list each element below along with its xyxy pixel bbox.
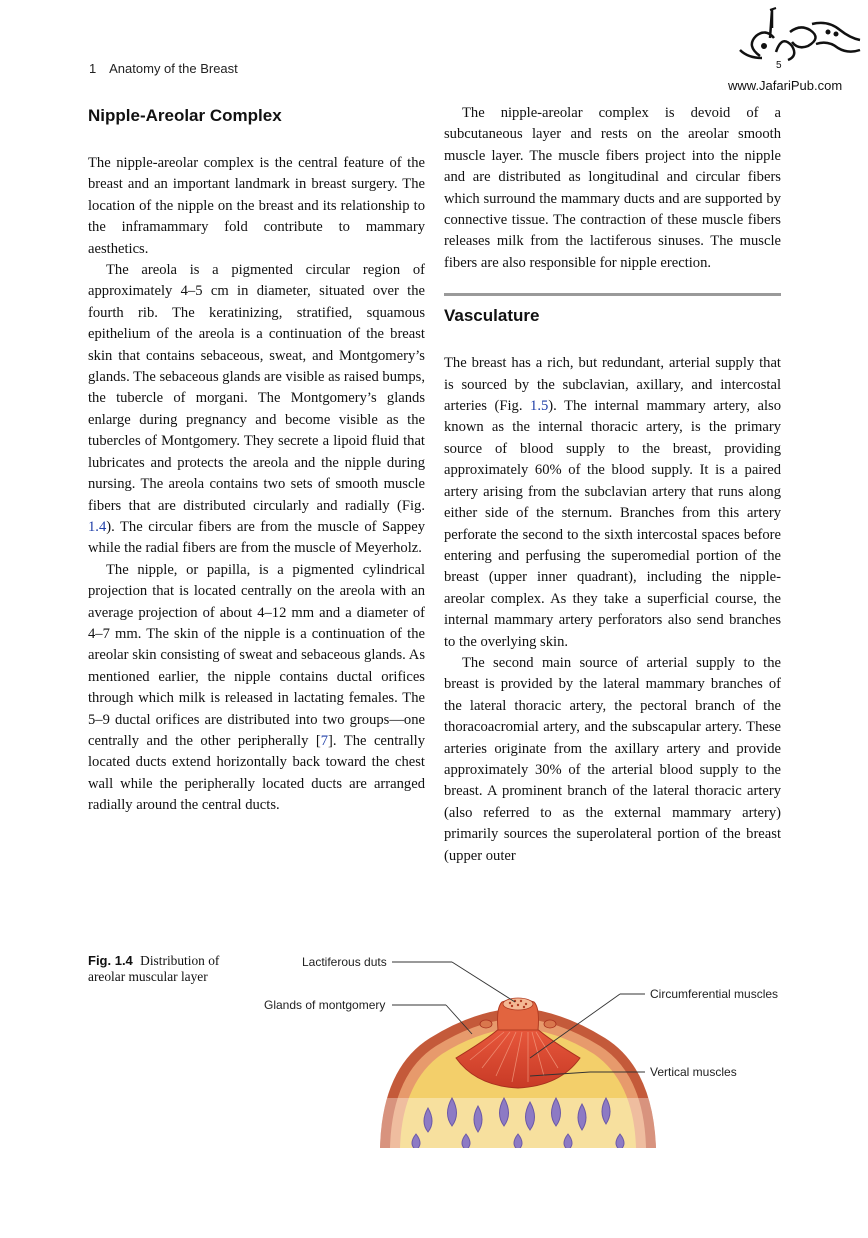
publisher-watermark <box>728 6 864 94</box>
label-glands-of-montgomery: Glands of montgomery <box>264 998 386 1012</box>
publisher-logo-icon <box>732 6 862 78</box>
paragraph: The nipple-areolar complex is devoid of a subcutaneous layer and rests on the areolar smooth muscle layer. The muscle fibers project into the nipple and are distributed as longitudinal and circular fibers which surround the mammary ducts and are supported by connective tissue. The contraction of these muscle fibers releases milk from the lactiferous sinuses. The muscle fibers are also responsible for nipple erection. <box>444 105 781 271</box>
chapter-title: Anatomy of the Breast <box>109 61 238 76</box>
paragraph: The breast has a rich, but redundant, arterial supply that is sourced by the subclavian, axillary, and intercostal arteries (Fig. 1.5). The internal mammary artery, also known as the internal thoracic artery, is the primary source of blood supply to the breast, providing approximately 60% of the blood supply. It is a paired artery arising from the subclavian artery that runs along either side of the sternum. Branches from this artery perforate the second to the sixth intercostal spaces before entering and perfusing the superomedial portion of the breast (upper inner quadrant), including the nipple-areolar complex. As they take a superficial course, the internal mammary artery perforators also send branches to the overlying skin. <box>444 355 781 650</box>
figure-reference-link[interactable]: 1.5 <box>530 398 549 415</box>
watermark-text: www.JafariPub.com <box>728 78 843 93</box>
areola-illustration <box>260 948 800 1148</box>
figure-reference-link[interactable]: 1.4 <box>88 518 107 535</box>
running-head <box>89 61 238 76</box>
section-heading-vasculature: Vasculature <box>444 306 540 326</box>
paragraph: The areola is a pigmented circular region of approximately 4–5 cm in diameter, situated over the fourth rib. The keratinizing, stratified, squamous epithelium of the areola is a continuation of the breast skin that contains sebaceous, sweat, and Montgomery’s glands. The sebaceous glands are visible as raised bumps, the tubercle of morgani. The Montgomery’s glands enlarge during pregnancy and become visible as the tubercles of Montgomery. They secrete a lipoid fluid that lubricates and protects the areola and the nipple during nursing. The areola contains two sets of smooth muscle fibers that are distributed circularly and radially (Fig. 1.4). The circular fibers are from the muscle of Sappey while the radial fibers are from the muscle of Meyerholz. <box>88 262 425 557</box>
figure-caption-text: Distribution of areolar muscular layer <box>88 953 220 984</box>
right-column <box>444 103 781 867</box>
section-heading-nipple-areolar: Nipple-Areolar Complex <box>88 106 282 125</box>
areola-muscle-diagram <box>260 948 800 1148</box>
paragraph: The nipple-areolar complex is the central feature of the breast and an important landmark in breast surgery. The location of the nipple on the breast and its relationship to the inframammary fold contribute to mammary aesthetics. <box>88 155 425 257</box>
figure-label: Fig. 1.4 <box>88 953 133 968</box>
paragraph: The nipple, or papilla, is a pigmented cylindrical projection that is located centrally on the areola with an average projection of about 4–12 mm and a diameter of 4–7 mm. The skin of the nipple is a continuation of the areolar skin consisting of sweat and sebaceous glands. As mentioned earlier, the nipple contains ductal orifices through which milk is released in lactating females. The 5–9 ductal orifices are distributed into two groups—one centrally and the other peripherally [7]. The centrally located ducts extend horizontally back toward the chest wall while the peripherally located ducts are arranged radially around the central ducts. <box>88 561 426 814</box>
figure-caption <box>88 953 258 985</box>
label-vertical-muscles: Vertical muscles <box>650 1065 737 1079</box>
label-lactiferous-ducts: Lactiferous duts <box>302 955 387 969</box>
label-circumferential-muscles: Circumferential muscles <box>650 987 779 1001</box>
citation-link[interactable]: 7 <box>320 732 329 749</box>
paragraph: The second main source of arterial supply to the breast is provided by the lateral mammary branches of the lateral thoracic artery, the pectoral branch of the thoracoacromial artery, and the subscapular artery. These arteries originate from the axillary artery and provide approximately 30% of the arterial blood supply to the breast. A prominent branch of the lateral thoracic artery (also referred to as the external mammary artery) primarily sources the superolateral portion of the breast (upper outer <box>444 654 781 864</box>
page-number: 1 <box>89 61 97 76</box>
left-column <box>88 103 425 817</box>
watermark-page-number: 5 <box>776 60 782 71</box>
section-divider <box>444 293 781 296</box>
